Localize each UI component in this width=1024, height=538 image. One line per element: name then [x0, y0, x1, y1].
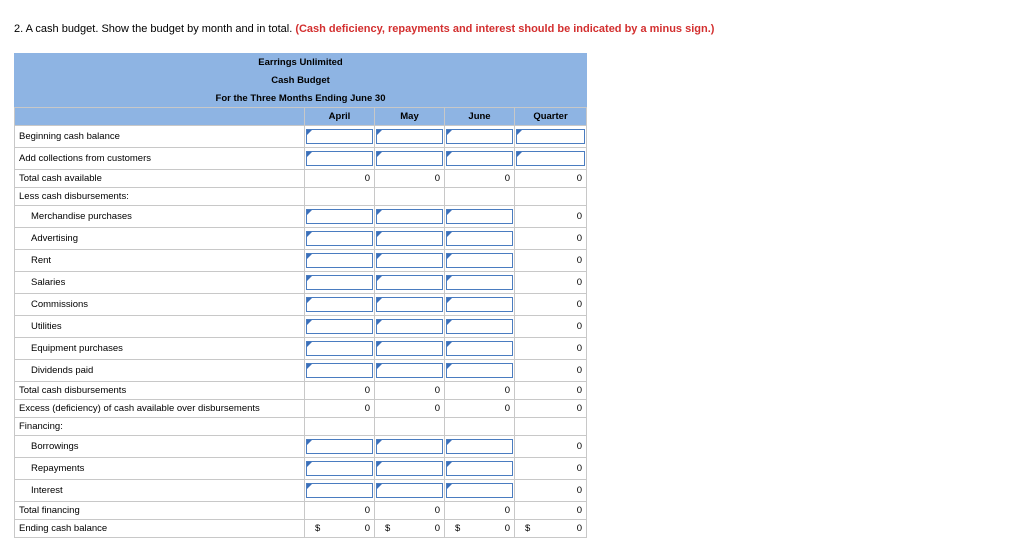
equipment-quarter: 0	[515, 338, 587, 360]
currency-symbol: $	[455, 523, 461, 534]
advertising-may-input[interactable]	[376, 231, 443, 246]
rent-quarter: 0	[515, 250, 587, 272]
row-rent	[15, 250, 587, 272]
total-disb-quarter: 0	[515, 382, 587, 400]
col-header-june: June	[445, 108, 515, 126]
interest-may-input[interactable]	[376, 483, 443, 498]
instruction-note: (Cash deficiency, repayments and interest should be indicated by a minus sign.)	[295, 23, 715, 35]
budget-period: For the Three Months Ending June 30	[15, 90, 587, 108]
ending-quarter-value: 0	[576, 523, 582, 534]
row-merchandise	[15, 206, 587, 228]
instruction-text	[14, 23, 714, 35]
row-financing	[15, 418, 587, 436]
excess-june: 0	[445, 400, 515, 418]
beginning-may-input[interactable]	[376, 129, 443, 144]
row-salaries	[15, 272, 587, 294]
row-excess-deficiency	[15, 400, 587, 418]
currency-symbol: $	[315, 523, 321, 534]
total-financing-june: 0	[445, 502, 515, 520]
borrowings-quarter: 0	[515, 436, 587, 458]
label-column-header	[15, 108, 305, 126]
ending-april-value: 0	[364, 523, 370, 534]
row-repayments	[15, 458, 587, 480]
utilities-june-input[interactable]	[446, 319, 513, 334]
total-disb-may: 0	[375, 382, 445, 400]
total-financing-quarter: 0	[515, 502, 587, 520]
row-label: Total cash available	[15, 170, 305, 188]
collections-june-input[interactable]	[446, 151, 513, 166]
row-advertising	[15, 228, 587, 250]
total-available-april: 0	[305, 170, 375, 188]
col-header-may: May	[375, 108, 445, 126]
total-disb-june: 0	[445, 382, 515, 400]
row-label: Dividends paid	[15, 360, 305, 382]
row-label: Interest	[15, 480, 305, 502]
row-collections	[15, 148, 587, 170]
total-disb-april: 0	[305, 382, 375, 400]
row-label: Beginning cash balance	[15, 126, 305, 148]
row-label: Merchandise purchases	[15, 206, 305, 228]
commissions-april-input[interactable]	[306, 297, 373, 312]
equipment-june-input[interactable]	[446, 341, 513, 356]
rent-april-input[interactable]	[306, 253, 373, 268]
dividends-june-input[interactable]	[446, 363, 513, 378]
col-header-quarter: Quarter	[515, 108, 587, 126]
budget-title: Cash Budget	[15, 72, 587, 90]
salaries-april-input[interactable]	[306, 275, 373, 290]
row-less-disbursements	[15, 188, 587, 206]
row-label: Add collections from customers	[15, 148, 305, 170]
advertising-quarter: 0	[515, 228, 587, 250]
row-total-disbursements	[15, 382, 587, 400]
merchandise-quarter: 0	[515, 206, 587, 228]
total-financing-may: 0	[375, 502, 445, 520]
dividends-may-input[interactable]	[376, 363, 443, 378]
row-label: Rent	[15, 250, 305, 272]
row-total-available	[15, 170, 587, 188]
row-label: Excess (deficiency) of cash available over disbursements	[15, 400, 305, 418]
collections-april-input[interactable]	[306, 151, 373, 166]
commissions-june-input[interactable]	[446, 297, 513, 312]
row-ending-cash	[15, 520, 587, 538]
ending-may	[375, 520, 445, 538]
commissions-may-input[interactable]	[376, 297, 443, 312]
equipment-april-input[interactable]	[306, 341, 373, 356]
row-label: Repayments	[15, 458, 305, 480]
row-commissions	[15, 294, 587, 316]
currency-symbol: $	[525, 523, 531, 534]
total-available-quarter: 0	[515, 170, 587, 188]
salaries-june-input[interactable]	[446, 275, 513, 290]
ending-may-value: 0	[434, 523, 440, 534]
collections-quarter-input[interactable]	[516, 151, 585, 166]
row-utilities	[15, 316, 587, 338]
advertising-april-input[interactable]	[306, 231, 373, 246]
row-label: Equipment purchases	[15, 338, 305, 360]
row-borrowings	[15, 436, 587, 458]
equipment-may-input[interactable]	[376, 341, 443, 356]
row-label: Commissions	[15, 294, 305, 316]
total-available-june: 0	[445, 170, 515, 188]
excess-april: 0	[305, 400, 375, 418]
interest-april-input[interactable]	[306, 483, 373, 498]
row-label: Financing:	[15, 418, 305, 436]
commissions-quarter: 0	[515, 294, 587, 316]
row-equipment	[15, 338, 587, 360]
ending-june-value: 0	[504, 523, 510, 534]
dividends-april-input[interactable]	[306, 363, 373, 378]
collections-may-input[interactable]	[376, 151, 443, 166]
utilities-april-input[interactable]	[306, 319, 373, 334]
ending-quarter	[515, 520, 587, 538]
merchandise-april-input[interactable]	[306, 209, 373, 224]
row-label: Advertising	[15, 228, 305, 250]
repayments-april-input[interactable]	[306, 461, 373, 476]
ending-april	[305, 520, 375, 538]
total-available-may: 0	[375, 170, 445, 188]
company-name: Earrings Unlimited	[15, 54, 587, 72]
excess-quarter: 0	[515, 400, 587, 418]
borrowings-april-input[interactable]	[306, 439, 373, 454]
ending-june	[445, 520, 515, 538]
utilities-quarter: 0	[515, 316, 587, 338]
row-label: Borrowings	[15, 436, 305, 458]
interest-june-input[interactable]	[446, 483, 513, 498]
row-label: Salaries	[15, 272, 305, 294]
row-beginning-cash	[15, 126, 587, 148]
borrowings-june-input[interactable]	[446, 439, 513, 454]
cash-budget-table	[14, 53, 587, 538]
repayments-june-input[interactable]	[446, 461, 513, 476]
rent-may-input[interactable]	[376, 253, 443, 268]
dividends-quarter: 0	[515, 360, 587, 382]
instruction-prefix: 2. A cash budget. Show the budget by month and in total.	[14, 23, 296, 35]
row-label: Ending cash balance	[15, 520, 305, 538]
salaries-may-input[interactable]	[376, 275, 443, 290]
borrowings-may-input[interactable]	[376, 439, 443, 454]
repayments-may-input[interactable]	[376, 461, 443, 476]
row-interest	[15, 480, 587, 502]
row-label: Total financing	[15, 502, 305, 520]
row-label: Utilities	[15, 316, 305, 338]
total-financing-april: 0	[305, 502, 375, 520]
beginning-june-input[interactable]	[446, 129, 513, 144]
row-label: Total cash disbursements	[15, 382, 305, 400]
merchandise-may-input[interactable]	[376, 209, 443, 224]
beginning-quarter-input[interactable]	[516, 129, 585, 144]
row-total-financing	[15, 502, 587, 520]
utilities-may-input[interactable]	[376, 319, 443, 334]
rent-june-input[interactable]	[446, 253, 513, 268]
salaries-quarter: 0	[515, 272, 587, 294]
repayments-quarter: 0	[515, 458, 587, 480]
row-label: Less cash disbursements:	[15, 188, 305, 206]
col-header-april: April	[305, 108, 375, 126]
row-dividends	[15, 360, 587, 382]
currency-symbol: $	[385, 523, 391, 534]
merchandise-june-input[interactable]	[446, 209, 513, 224]
beginning-april-input[interactable]	[306, 129, 373, 144]
advertising-june-input[interactable]	[446, 231, 513, 246]
excess-may: 0	[375, 400, 445, 418]
interest-quarter: 0	[515, 480, 587, 502]
